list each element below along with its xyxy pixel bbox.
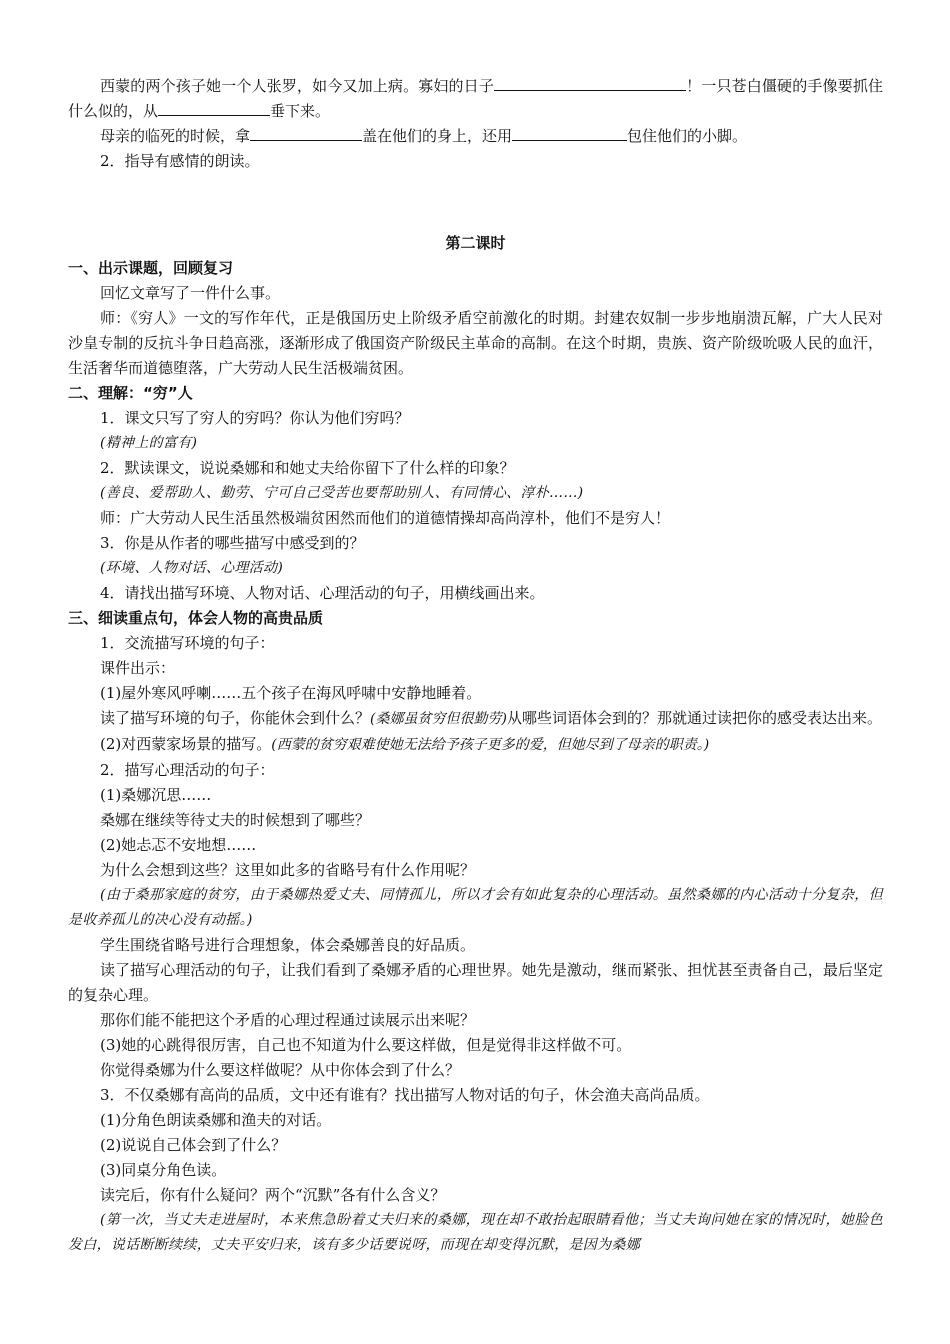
answer-note: (精神上的富有) bbox=[100, 435, 198, 451]
answer-blank[interactable] bbox=[494, 74, 686, 91]
question: 4．请找出描写环境、人物对话、心理活动的句子，用横线画出来。 bbox=[100, 584, 545, 602]
answer-note: (环境、人物对话、心理活动) bbox=[100, 560, 284, 576]
paragraph: 1．交流描写环境的句子： bbox=[100, 634, 275, 652]
question: 2．默读课文，说说桑娜和和她丈夫给你留下了什么样的印象？ bbox=[100, 459, 515, 477]
paragraph: (2)说说自己体会到了什么？ bbox=[100, 1136, 287, 1154]
paragraph: 为什么会想到这些？这里如此多的省略号有什么作用呢？ bbox=[100, 861, 476, 879]
answer-note: (桑娜虽贫穷但很勤劳) bbox=[370, 711, 507, 727]
paragraph: 你觉得桑娜为什么要这样做呢？从中你体会到了什么？ bbox=[100, 1061, 461, 1079]
lesson-title: 第二课时 bbox=[445, 234, 506, 252]
paragraph: (1)屋外寒风呼喇……五个孩子在海风呼啸中安静地睡着。 bbox=[100, 684, 482, 702]
answer-blank[interactable] bbox=[512, 124, 627, 141]
question: 3．你是从作者的哪些描写中感受到的？ bbox=[100, 534, 365, 552]
spacer bbox=[68, 174, 883, 231]
paragraph: 师：广大劳动人民生活虽然极端贫困然而他们的道德情操却高尚淳朴，他们不是穷人！ bbox=[100, 509, 671, 527]
answer-note: (第一次，当丈夫走进屋时，本来焦急盼着丈夫归来的桑娜，现在却不敢抬起眼睛看他；当丈夫询问她在家的情况时，她脸色发白，说话断断续续，丈夫平安归来，该有多少话要说呀，而现在却变得沉默，是因为桑娜 bbox=[68, 1212, 883, 1253]
section-heading-3: 三、细读重点句，体会人物的高贵品质 bbox=[68, 609, 324, 627]
paragraph: 师：《穷人》一文的写作年代，正是俄国历史上阶级矛盾空前激化的时期。封建农奴制一步步地崩溃瓦解，广大人民对沙皇专制的反抗斗争日趋高涨，逐渐形成了俄国资产阶级民主革命的高制。在这个时期，贵族、资产阶级吮吸人民的血汗，生活奢华而道德堕落，广大劳动人民生活极端贫困。 bbox=[68, 309, 883, 377]
paragraph: 2．描写心理活动的句子： bbox=[100, 761, 275, 779]
answer-note: (西蒙的贫穷艰难使她无法给予孩子更多的爱，但她尽到了母亲的职责。) bbox=[271, 737, 710, 753]
fill-blank-paragraph-2: 母亲的临死的时候，拿 盖在他们的身上，还用 包住他们的小脚。 bbox=[68, 124, 883, 149]
paragraph: 读完后，你有什么疑问？两个“沉默”各有什么含义？ bbox=[100, 1186, 446, 1204]
section-heading-1: 一、出示课题，回顾复习 bbox=[68, 259, 234, 277]
answer-blank[interactable] bbox=[158, 99, 270, 116]
answer-note: (善良、爱帮助人、勤劳、宁可自己受苦也要帮助别人、有同情心、淳朴……) bbox=[100, 485, 584, 501]
paragraph: (2)对西蒙家场景的描写。(西蒙的贫穷艰难使她无法给予孩子更多的爱，但她尽到了母亲的职责。) bbox=[100, 735, 710, 753]
paragraph: 读了描写环境的句子，你能休会到什么？(桑娜虽贫穷但很勤劳)从哪些词语体会到的？那就通过读把你的感受表达出来。 bbox=[100, 709, 882, 727]
paragraph: (3)同桌分角色读。 bbox=[100, 1161, 227, 1179]
paragraph: 3．不仅桑娜有高尚的品质，文中还有谁有？找出描写人物对话的句子，休会渔夫高尚品质。 bbox=[100, 1086, 710, 1104]
paragraph: (1)分角色朗读桑娜和渔夫的对话。 bbox=[100, 1111, 332, 1129]
paragraph: 学生围绕省略号进行合理想象，体会桑娜善良的好品质。 bbox=[100, 936, 476, 954]
paragraph: (2)她忐忑不安地想…… bbox=[100, 836, 257, 854]
paragraph: (3)她的心跳得很厉害，自己也不知道为什么要这样做，但是觉得非这样做不可。 bbox=[100, 1036, 632, 1054]
paragraph: 桑娜在继续等待丈夫的时候想到了哪些？ bbox=[100, 811, 371, 829]
answer-note: (由于桑那家庭的贫穷，由于桑娜热爱丈夫、同情孤儿，所以才会有如此复杂的心理活动。虽然桑娜的内心活动十分复杂，但是收养孤儿的决心没有动摇。) bbox=[68, 887, 883, 928]
paragraph: 回忆文章写了一件什么事。 bbox=[100, 284, 281, 302]
paragraph: 读了描写心理活动的句子，让我们看到了桑娜矛盾的心理世界。她先是激动，继而紧张、担忧甚至责备自己，最后坚定的复杂心理。 bbox=[68, 961, 883, 1004]
paragraph: (1)桑娜沉思…… bbox=[100, 786, 212, 804]
document-page bbox=[68, 74, 883, 1258]
question: 1．课文只写了穷人的穷吗？你认为他们穷吗？ bbox=[100, 409, 410, 427]
paragraph: 课件出示： bbox=[100, 659, 176, 677]
fill-blank-paragraph-1: 西蒙的两个孩子她一个人张罗，如今又加上病。寡妇的日子 ！一只苍白僵硬的手像要抓住什么似的，从 垂下来。 bbox=[68, 74, 883, 124]
paragraph: 那你们能不能把这个矛盾的心理过程通过读展示出来呢？ bbox=[100, 1011, 476, 1029]
answer-blank[interactable] bbox=[250, 124, 362, 141]
paragraph: 2．指导有感情的朗读。 bbox=[100, 152, 260, 170]
section-heading-2: 二、理解：“穷”人 bbox=[68, 384, 193, 402]
